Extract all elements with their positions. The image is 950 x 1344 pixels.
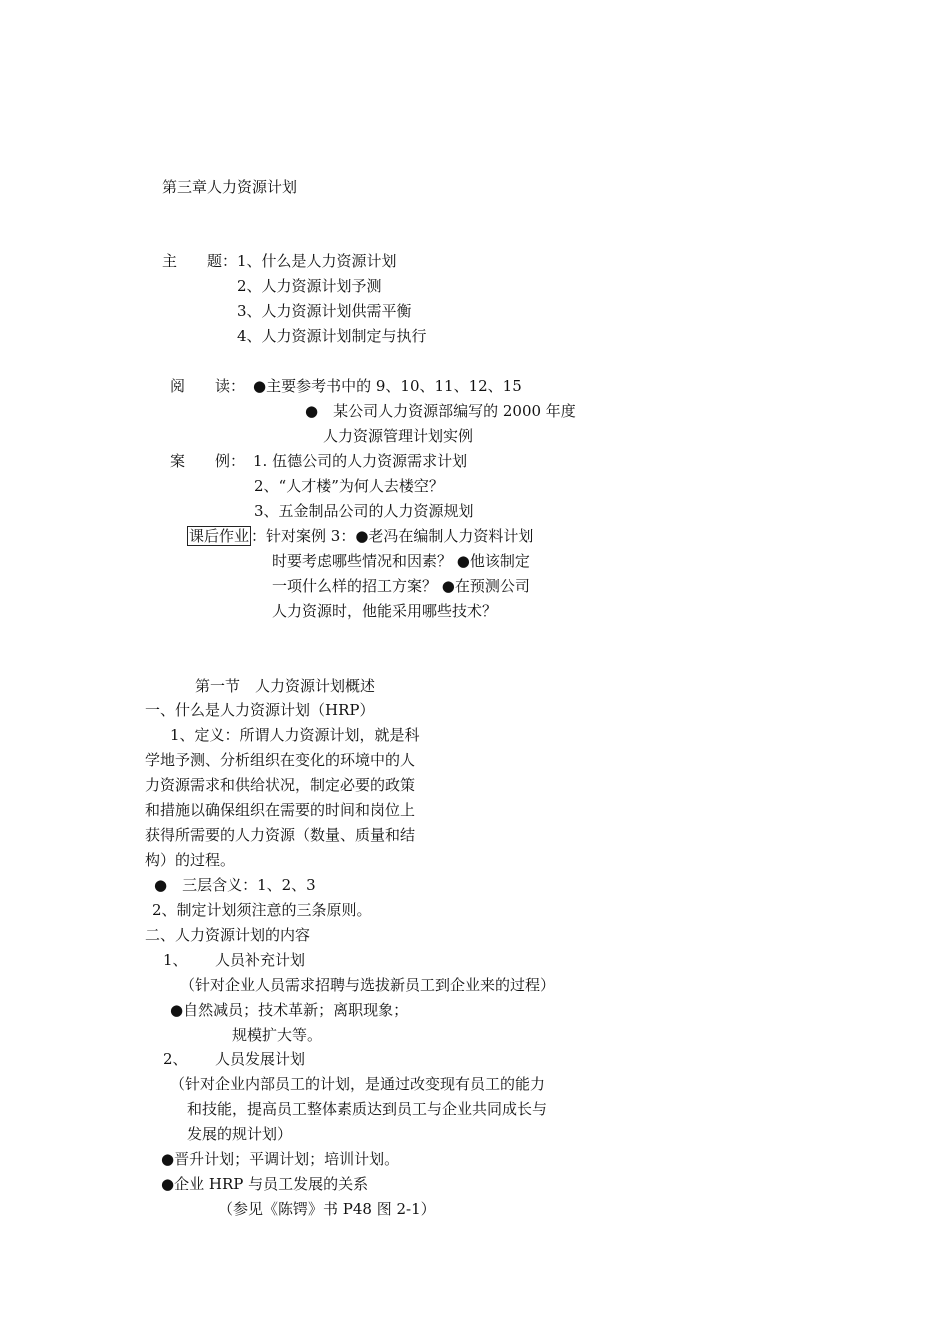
heading-2: 二、人力资源计划的内容 (145, 926, 311, 944)
definition-line: 力资源需求和供给状况，制定必要的政策 (145, 776, 416, 794)
subheading-note: （针对企业人员需求招聘与选拔新员工到企业来的过程） (180, 976, 556, 994)
definition-line: 构）的过程。 (145, 851, 236, 869)
case-item: 1. 伍德公司的人力资源需求计划 (253, 452, 468, 470)
homework-text: 时要考虑哪些情况和因素？ ●他该制定 (272, 552, 530, 570)
reading-item: ● 某公司人力资源部编写的 2000 年度 (305, 402, 576, 420)
homework-text: ：针对案例 3：●老冯在编制人力资料计划 (251, 527, 534, 545)
subheading-note: （针对企业内部员工的计划，是通过改变现有员工的能力 (170, 1075, 546, 1093)
homework-label: 课后作业 (189, 527, 250, 545)
reading-item: ●主要参考书中的 9、10、11、12、15 (253, 377, 522, 395)
definition-line: 和措施以确保组织在需要的时间和岗位上 (145, 801, 416, 819)
bullet-item: ●自然减员；技术革新；离职现象； (170, 1001, 409, 1019)
section-title: 第一节 人力资源计划概述 (195, 677, 376, 695)
subheading-note: 和技能，提高员工整体素质达到员工与企业共同成长与 (187, 1100, 548, 1118)
reading-item-continued: 人力资源管理计划实例 (323, 427, 474, 445)
chapter-title: 第三章人力资源计划 (162, 178, 298, 196)
heading-1: 一、什么是人力资源计划（HRP） (145, 701, 375, 719)
bullet-item: ●企业 HRP 与员工发展的关系 (161, 1175, 369, 1193)
definition-line: 获得所需要的人力资源（数量、质量和结 (145, 826, 416, 844)
definition-line: 1、定义：所谓人力资源计划，就是科 (170, 726, 420, 744)
topic-item: 1、什么是人力资源计划 (237, 252, 397, 270)
case-item: 2、“人才楼”为何人去楼空？ (254, 477, 444, 495)
subheading-number: 1、 (163, 951, 188, 969)
bullet-item: ●晋升计划；平调计划；培训计划。 (161, 1150, 400, 1168)
homework-line (187, 526, 533, 546)
subheading: 人员补充计划 (215, 951, 306, 969)
topic-item: 3、人力资源计划供需平衡 (237, 302, 412, 320)
case-item: 3、五金制品公司的人力资源规划 (254, 502, 474, 520)
reference-note: （参见《陈锷》书 P48 图 2-1） (218, 1200, 436, 1218)
subheading-note: 发展的规计划） (187, 1125, 293, 1143)
topic-item: 2、人力资源计划予测 (237, 277, 382, 295)
principles-line: 2、制定计划须注意的三条原则。 (152, 901, 372, 919)
reading-label: 阅 读： (170, 377, 246, 395)
homework-text: 人力资源时，他能采用哪些技术？ (272, 602, 498, 620)
topic-item: 4、人力资源计划制定与执行 (237, 327, 427, 345)
subheading: 人员发展计划 (215, 1050, 306, 1068)
cases-label: 案 例： (170, 452, 246, 470)
meaning-bullet: ● 三层含义：1、2、3 (154, 876, 316, 894)
subheading-number: 2、 (163, 1050, 188, 1068)
bullet-item-continued: 规模扩大等。 (232, 1026, 323, 1044)
definition-line: 学地予测、分析组织在变化的环境中的人 (145, 751, 416, 769)
homework-text: 一项什么样的招工方案？ ●在预测公司 (272, 577, 530, 595)
topics-label: 主 题： (162, 252, 238, 270)
